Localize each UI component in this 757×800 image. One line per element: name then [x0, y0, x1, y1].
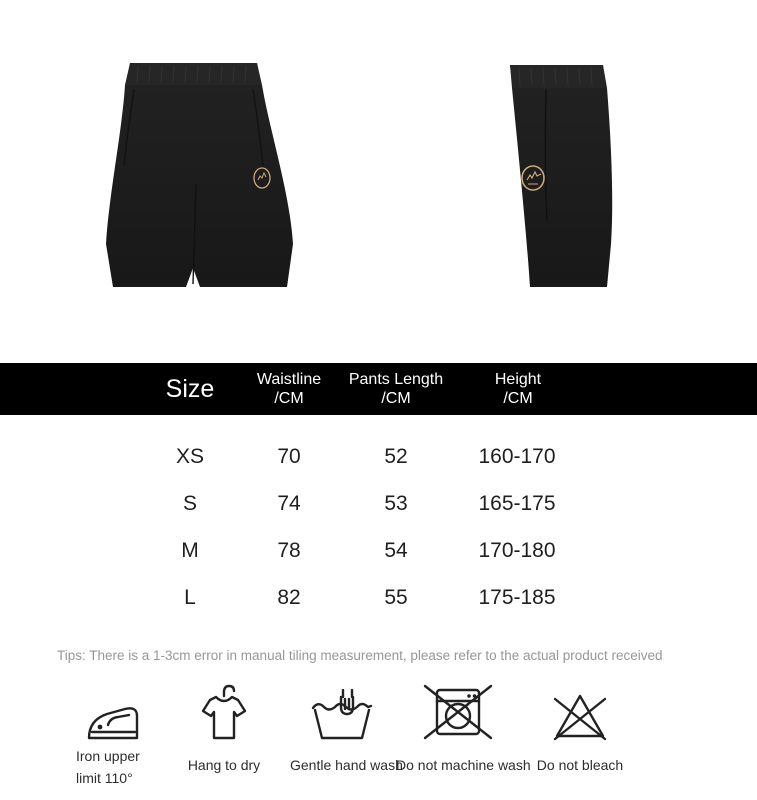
hang-dry-icon — [201, 683, 247, 741]
care-label: Iron upper limit 110° — [76, 748, 140, 786]
waistline-value: 70 — [277, 445, 301, 468]
size-value: XS — [175, 445, 205, 468]
size-table-header — [0, 363, 757, 415]
care-item-hang-dry — [182, 683, 266, 776]
table-row — [0, 492, 757, 516]
waistline-value: 82 — [277, 586, 301, 609]
size-value: M — [181, 539, 199, 562]
pants-length-value: 52 — [384, 445, 408, 468]
table-row — [0, 445, 757, 469]
care-label: Gentle hand wash — [290, 757, 403, 773]
care-item-no-machine-wash — [396, 683, 531, 776]
size-value: S — [182, 492, 198, 515]
height-value: 160-170 — [478, 445, 556, 468]
care-label: Do not machine wash — [396, 757, 531, 773]
no-bleach-icon — [550, 689, 610, 741]
waistline-column-title: Waistline /CM — [256, 371, 322, 407]
care-label: Hang to dry — [187, 757, 261, 773]
measurement-tips-text: Tips: There is a 1-3cm error in manual tiling measurement, please refer to the actual product received — [57, 648, 663, 663]
size-column-title: Size — [165, 375, 215, 403]
waistband — [126, 63, 261, 85]
pants-length-column-title: Pants Length /CM — [348, 371, 444, 407]
no-machine-wash-icon — [422, 683, 494, 741]
shorts-front-image — [104, 54, 294, 289]
pants-length-value: 54 — [384, 539, 408, 562]
height-column-title: Height /CM — [494, 371, 542, 407]
height-value: 165-175 — [478, 492, 556, 515]
table-row — [0, 539, 757, 563]
waistline-value: 74 — [277, 492, 301, 515]
care-label: Do not bleach — [536, 757, 624, 773]
care-item-iron — [76, 683, 150, 789]
pants-length-value: 53 — [384, 492, 408, 515]
care-item-no-bleach — [528, 683, 632, 776]
pants-length-value: 55 — [384, 586, 408, 609]
waistline-value: 78 — [277, 539, 301, 562]
iron-icon — [85, 701, 141, 741]
hand-wash-icon — [310, 689, 374, 741]
care-item-hand-wash — [290, 683, 403, 776]
height-value: 170-180 — [478, 539, 556, 562]
height-value: 175-185 — [478, 586, 556, 609]
table-row — [0, 586, 757, 610]
shorts-side-image — [499, 59, 619, 289]
size-value: L — [184, 586, 196, 609]
